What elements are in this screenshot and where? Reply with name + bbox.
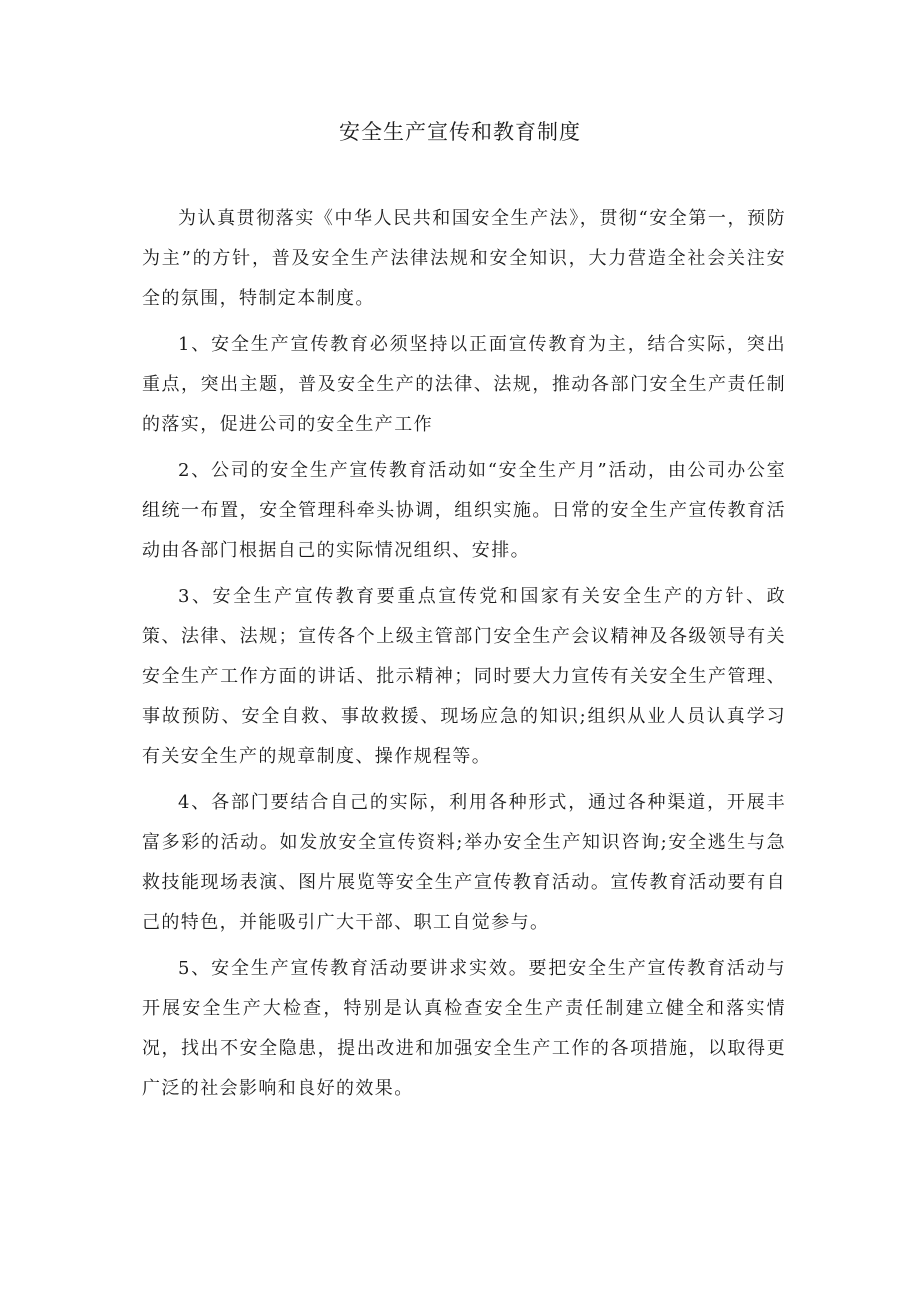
clause-3-paragraph: 3、安全生产宣传教育要重点宣传党和国家有关安全生产的方针、政策、法律、法规；宣传各个上级主管部门安全生产会议精神及各级领导有关安全生产工作方面的讲话、批示精神；同时要大力宣传有关安全生产管理、事故预防、安全自救、事故救援、现场应急的知识;组织从业人员认真学习有关安全生产的规章制度、操作规程等。 (142, 586, 786, 767)
clause-4-paragraph: 4、各部门要结合自己的实际，利用各种形式，通过各种渠道，开展丰富多彩的活动。如发放安全宣传资料;举办安全生产知识咨询;安全逃生与急救技能现场表演、图片展览等安全生产宣传教育活动。宣传教育活动要有自己的特色，并能吸引广大干部、职工自觉参与。 (142, 792, 786, 933)
document-title: 安全生产宣传和教育制度 (339, 120, 581, 144)
document-body (142, 199, 786, 1115)
clause-2-paragraph: 2、公司的安全生产宣传教育活动如“安全生产月”活动，由公司办公室组统一布置，安全管理科牵头协调，组织实施。日常的安全生产宣传教育活动由各部门根据自己的实际情况组织、安排。 (142, 460, 786, 561)
clause-1-paragraph: 1、安全生产宣传教育必须坚持以正面宣传教育为主，结合实际，突出重点，突出主题，普及安全生产的法律、法规，推动各部门安全生产责任制的落实，促进公司的安全生产工作 (142, 334, 786, 435)
clause-5-paragraph: 5、安全生产宣传教育活动要讲求实效。要把安全生产宣传教育活动与开展安全生产大检查，特别是认真检查安全生产责任制建立健全和落实情况，找出不安全隐患，提出改进和加强安全生产工作的各项措施，以取得更广泛的社会影响和良好的效果。 (142, 958, 786, 1099)
intro-paragraph: 为认真贯彻落实《中华人民共和国安全生产法》，贯彻“安全第一，预防为主”的方针，普及安全生产法律法规和安全知识，大力营造全社会关注安全的氛围，特制定本制度。 (142, 208, 786, 309)
